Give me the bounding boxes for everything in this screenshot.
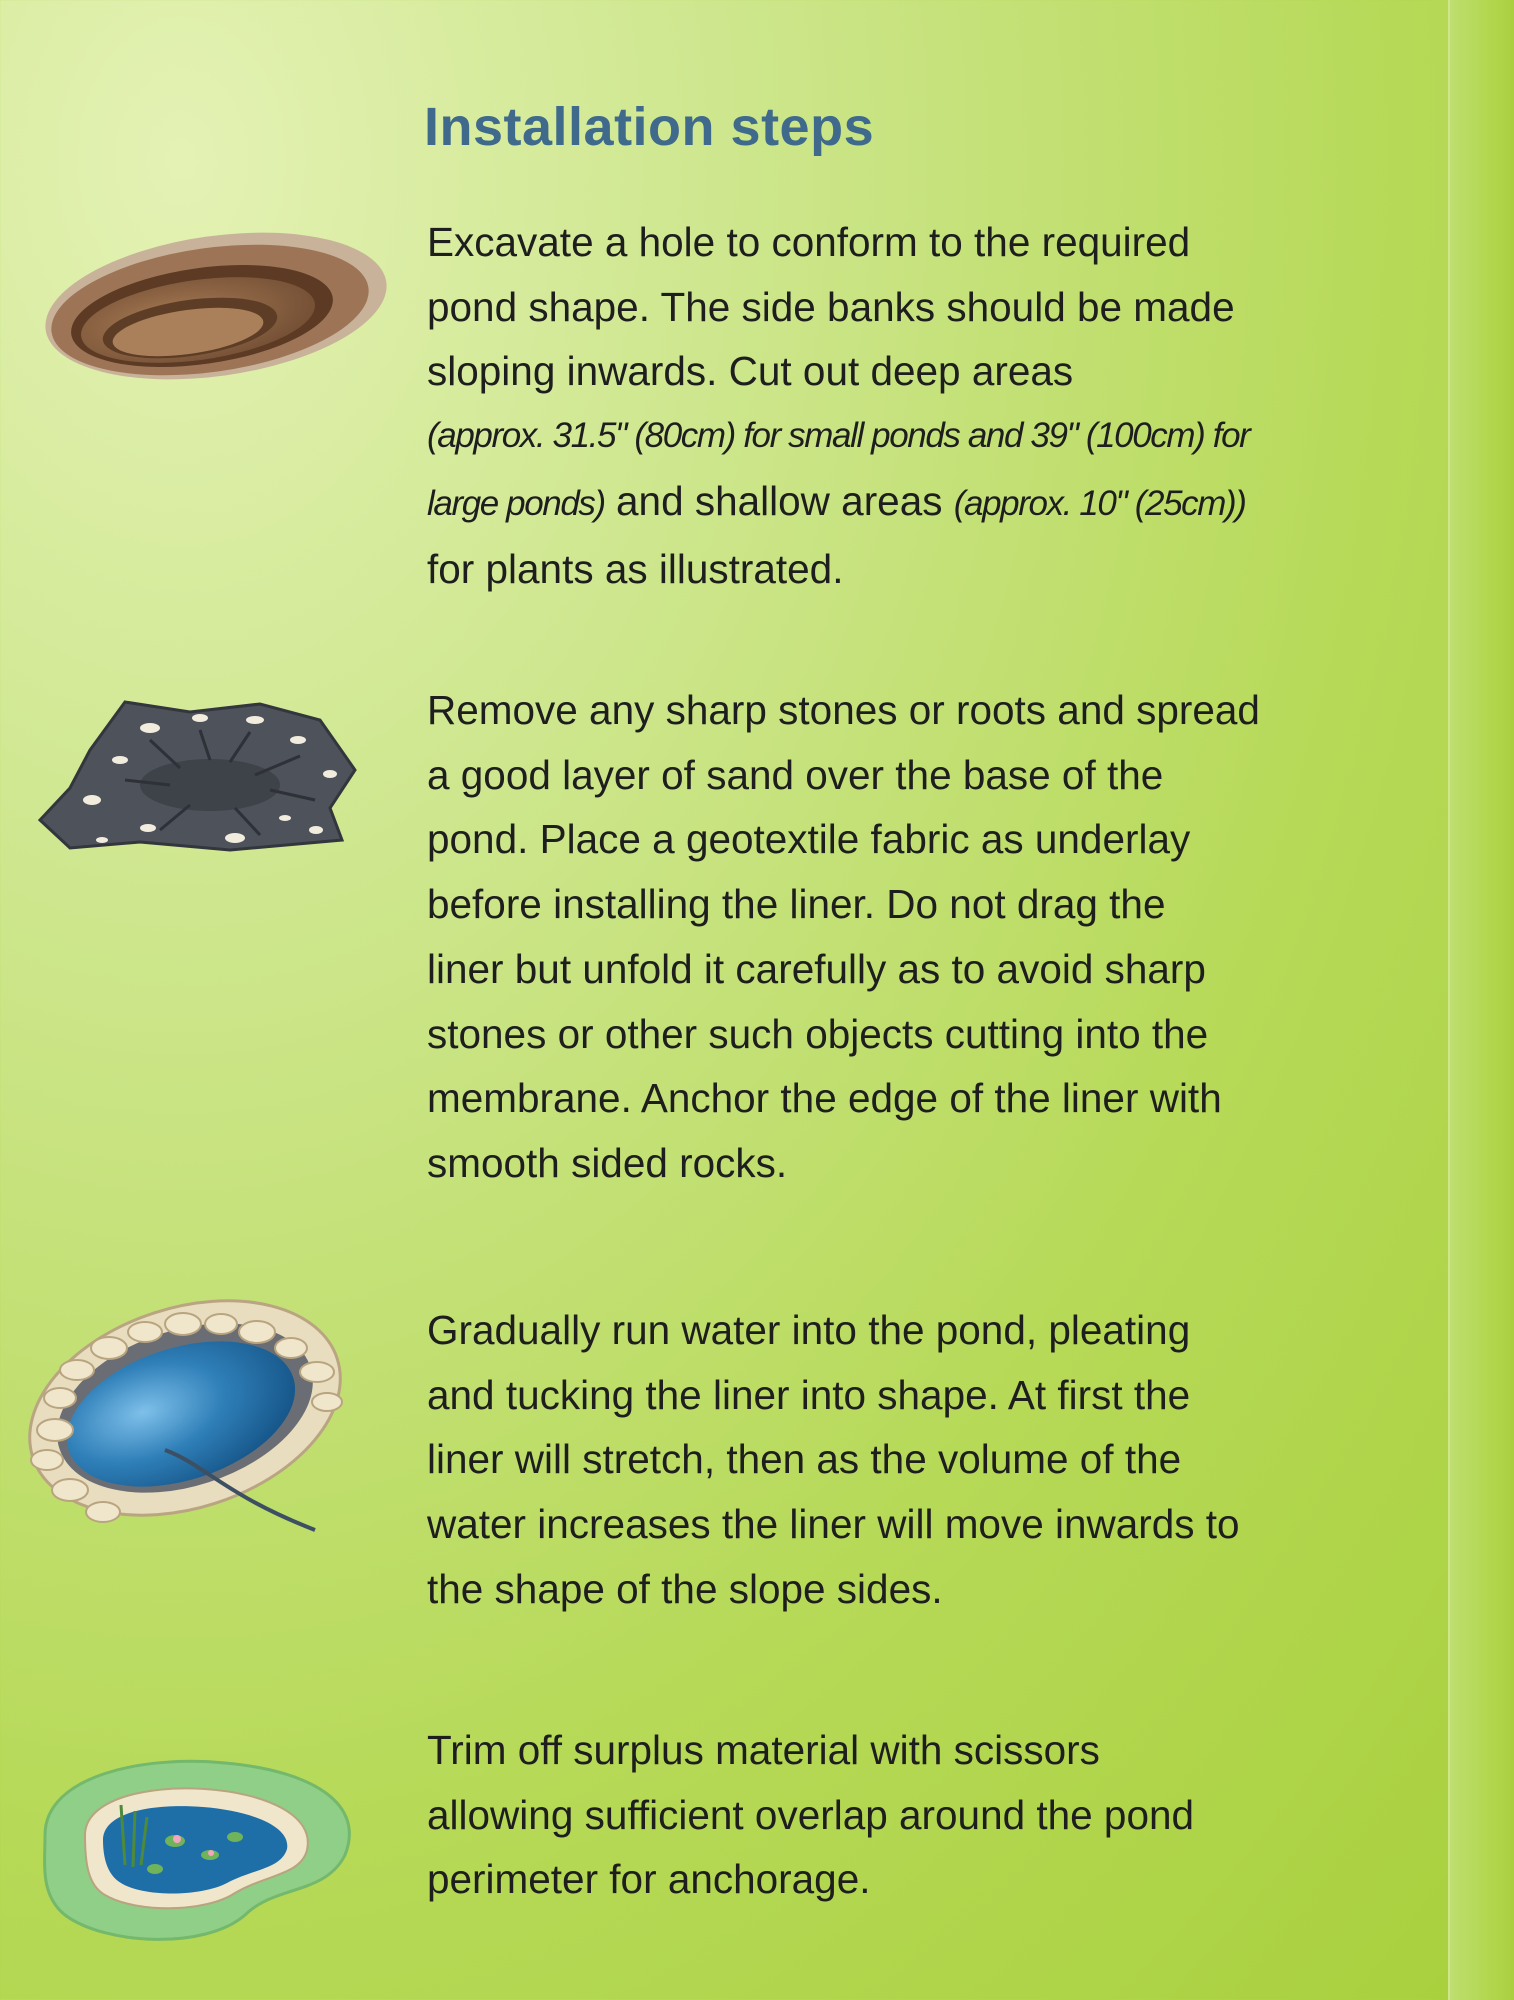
step-2-line-6: stones or other such objects cutting into the xyxy=(427,1010,1209,1057)
step-3-line-4: water increases the liner will move inwards to xyxy=(427,1501,1240,1548)
step-1-shallow-text: and shallow areas xyxy=(604,477,954,524)
step-1-line-1: Excavate a hole to conform to the required xyxy=(427,219,1191,265)
step-1-line-2: pond shape. The side banks should be made xyxy=(427,283,1235,330)
step-1-line-5 xyxy=(427,469,1377,537)
step-4-line-2: allowing sufficient overlap around the pond xyxy=(427,1791,1195,1838)
step-3-line-3: liner will stretch, then as the volume of the xyxy=(427,1436,1182,1483)
excavated-hole-illustration xyxy=(30,220,390,400)
step-2-line-4: before installing the liner. Do not drag the xyxy=(427,881,1166,928)
step-3-line-5: the shape of the slope sides. xyxy=(427,1565,943,1612)
step-2-line-1: Remove any sharp stones or roots and spread xyxy=(427,687,1260,733)
step-2-line-7: membrane. Anchor the edge of the liner with xyxy=(427,1075,1222,1122)
page-edge-strip xyxy=(1448,0,1514,2000)
step-4-line-1: Trim off surplus material with scissors xyxy=(427,1727,1100,1773)
step-1-line-3: sloping inwards. Cut out deep areas xyxy=(427,348,1074,395)
step-1-shallow-note: (approx. 10" (25cm)) xyxy=(953,483,1246,523)
step-2-line-5: liner but unfold it carefully as to avoid sharp xyxy=(427,945,1206,992)
step-2-line-8: smooth sided rocks. xyxy=(427,1139,788,1186)
filling-pond-illustration xyxy=(15,1290,360,1555)
step-3-line-1: Gradually run water into the pond, pleating xyxy=(427,1307,1191,1353)
underlay-fabric-illustration xyxy=(30,690,360,860)
step-4-line-3: perimeter for anchorage. xyxy=(427,1856,871,1903)
step-1-depth-note-cont: large ponds) xyxy=(427,483,605,523)
finished-pond-illustration xyxy=(25,1745,370,1950)
step-1-last-line: for plants as illustrated. xyxy=(427,545,844,592)
step-2-line-2: a good layer of sand over the base of the xyxy=(427,751,1164,798)
page-title: Installation steps xyxy=(424,97,875,157)
step-1-depth-note: (approx. 31.5" (80cm) for small ponds and 39" (100cm) for xyxy=(427,416,1250,456)
step-3-line-2: and tucking the liner into shape. At first the xyxy=(427,1371,1191,1418)
step-2-line-3: pond. Place a geotextile fabric as underlay xyxy=(427,816,1191,863)
